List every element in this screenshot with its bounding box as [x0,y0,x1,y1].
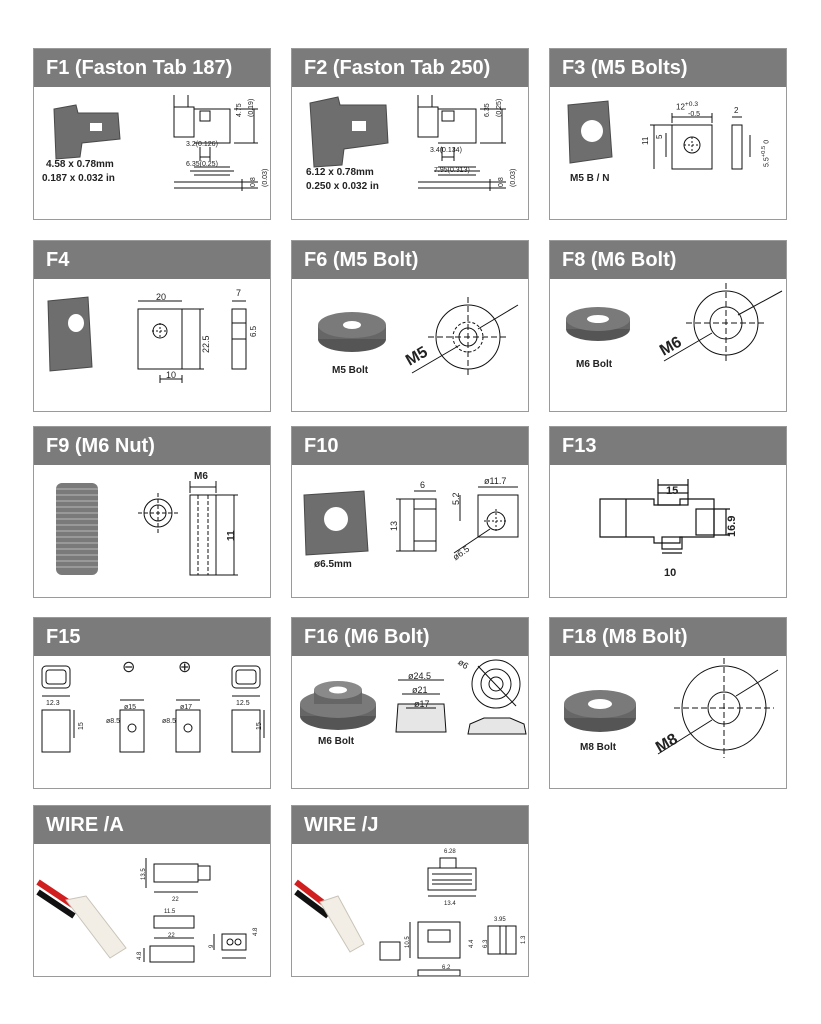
f4-dimensions [138,301,246,383]
dim-width: ø11.7 [484,476,507,486]
card-title: F1 (Faston Tab 187) [34,49,270,87]
card-f9 [33,426,271,598]
dim-right: 16.9 [726,515,738,537]
dim-width: $12^{+0.3}$ [676,101,699,112]
wire-assembly-part [38,882,126,958]
f3-drawing [550,87,786,219]
f8-dimensions [664,283,782,363]
size-in: 0.250 x 0.032 in [306,181,379,192]
size-mm: 6.12 x 0.78mm [306,167,374,178]
dim-2: ø15 [124,704,137,711]
wire-j-drawing [292,844,528,976]
dim-6: 9 [209,944,215,948]
dim-4: 12.5 [236,700,250,707]
dim-height: 6.35 (0.25) [484,98,503,117]
card-f1 [33,48,271,220]
f6-dimensions [412,297,518,377]
terminal-hole [68,314,84,332]
part-label: M5 B / N [570,173,610,184]
dim-7: 15 [78,722,85,730]
size-mm: 4.58 x 0.78mm [46,159,114,170]
f15-dimensions [42,666,264,752]
card-title: F4 [34,241,270,279]
card-title: WIRE /A [34,806,270,844]
dim-inner: ø17 [414,699,430,709]
dim-5: 4.8 [137,951,143,960]
card-title: F8 (M6 Bolt) [550,241,786,279]
dim-top: 15 [666,485,679,497]
f6-drawing [292,279,528,411]
flanged-washer-part [300,681,376,730]
washer-hole [587,315,609,323]
dim-hole: ø6.5 [450,543,472,563]
part-label: M6 Bolt [318,736,355,747]
dim-hole: ø6 [456,656,471,672]
dim-8: 15 [256,722,263,730]
dim-bottom: 10 [664,567,677,579]
part-label: M8 Bolt [580,742,617,753]
dim-thickness: 6 [420,480,426,490]
dim-1: 13.5 [141,868,147,880]
polarity-minus: ⊖ [122,659,136,676]
dim-height: 22.5 [201,335,211,353]
washer-hole [343,321,361,329]
dim-bottom: 10 [166,370,177,380]
card-title: F15 [34,618,270,656]
card-f18 [549,617,787,789]
card-f16 [291,617,529,789]
f13-dimensions [600,479,730,553]
f4-drawing [34,279,270,411]
dim-width: 7.95(0.313) [434,167,470,174]
thread-label: M6 [656,333,685,360]
dim-side: $5.5^{+0.5}$ 0 [761,139,771,167]
card-f2 [291,48,529,220]
card-title: WIRE /J [292,806,528,844]
dim-4: 22 [168,933,175,939]
dim-hole: 5 [655,134,664,139]
dim-width: 20 [156,292,167,302]
part-label: ø6.5mm [314,559,352,570]
thread-label: M5 [402,343,431,370]
dim-hole: 3.4(0.134) [430,147,462,154]
dim-height: 11 [226,530,237,541]
dim-height: 4.75 (0.19) [236,98,255,117]
tab-hole [90,123,102,131]
thread-label: M6 [194,471,208,482]
card-title: F18 (M8 Bolt) [550,618,786,656]
card-f6 [291,240,529,412]
dim-mid: ø21 [412,685,428,695]
dim-6: 4.4 [469,939,475,948]
f18-drawing [550,656,786,788]
dim-3: 11.5 [164,909,176,915]
wire-assembly-part [296,882,364,952]
size-in: 0.187 x 0.032 in [42,173,115,184]
dim-4: 10.5 [405,936,411,948]
card-f10 [291,426,529,598]
part-label: M6 Bolt [576,359,613,370]
terminal-hole [324,507,348,531]
dim-3: ø17 [180,704,193,711]
f3-dimensions [650,113,750,169]
dim-8: 1.3 [521,935,527,944]
polarity-plus: ⊕ [178,659,192,676]
card-f4 [33,240,271,412]
threaded-insert-part [56,483,98,575]
dim-7: 6.3 [483,939,489,948]
wire-a-drawing [34,844,270,976]
dim-6: ø8.5 [162,718,177,725]
dim-thickness: 2 [734,106,739,115]
f9-dimensions [138,481,238,575]
dim-thickness: 7 [236,288,242,298]
f4-terminal-part [48,297,92,371]
card-title: F10 [292,427,528,465]
dim-3: 3.95 [494,917,506,923]
dim-hole: 6.5 [249,325,258,337]
dim-height: 13 [389,520,399,531]
dim-2: 13.4 [444,901,456,907]
wire-a-dimensions [144,858,246,962]
washer-hole [588,699,612,709]
dim-offset: 5.2 [451,492,461,505]
part-label: M5 Bolt [332,365,369,376]
card-f13 [549,426,787,598]
card-title: F16 (M6 Bolt) [292,618,528,656]
dim-outer: ø24.5 [408,671,432,681]
dim-5: 6.2 [442,965,451,971]
dim-thickness: 0.8 (0.03) [498,168,517,187]
dim-1: 12.3 [46,700,60,707]
card-f8 [549,240,787,412]
thread-label: M8 [652,730,681,757]
card-wire-j [291,805,529,977]
card-title: F3 (M5 Bolts) [550,49,786,87]
dim-7: 4.8 [253,927,259,936]
card-title: F13 [550,427,786,465]
dim-width: 6.35(0.25) [186,161,218,168]
card-f3 [549,48,787,220]
dim-width-tol: -0.5 [688,111,701,118]
dim-5: ø8.5 [106,718,121,725]
dim-thickness: 0.8 (0.03) [250,168,269,187]
dim-height: 11 [641,136,650,145]
faston-tab-part [310,97,388,167]
tab-hole [352,121,366,131]
terminal-hole [581,120,603,142]
faston-tab-part [54,105,120,159]
card-title: F6 (M5 Bolt) [292,241,528,279]
dim-hole: 3.2(0.126) [186,141,218,148]
card-wire-a [33,805,271,977]
f15-drawing [34,656,270,788]
card-title: F2 (Faston Tab 250) [292,49,528,87]
dim-1: 6.28 [444,849,456,855]
card-f15 [33,617,271,789]
card-title: F9 (M6 Nut) [34,427,270,465]
dim-2: 22 [172,897,179,903]
